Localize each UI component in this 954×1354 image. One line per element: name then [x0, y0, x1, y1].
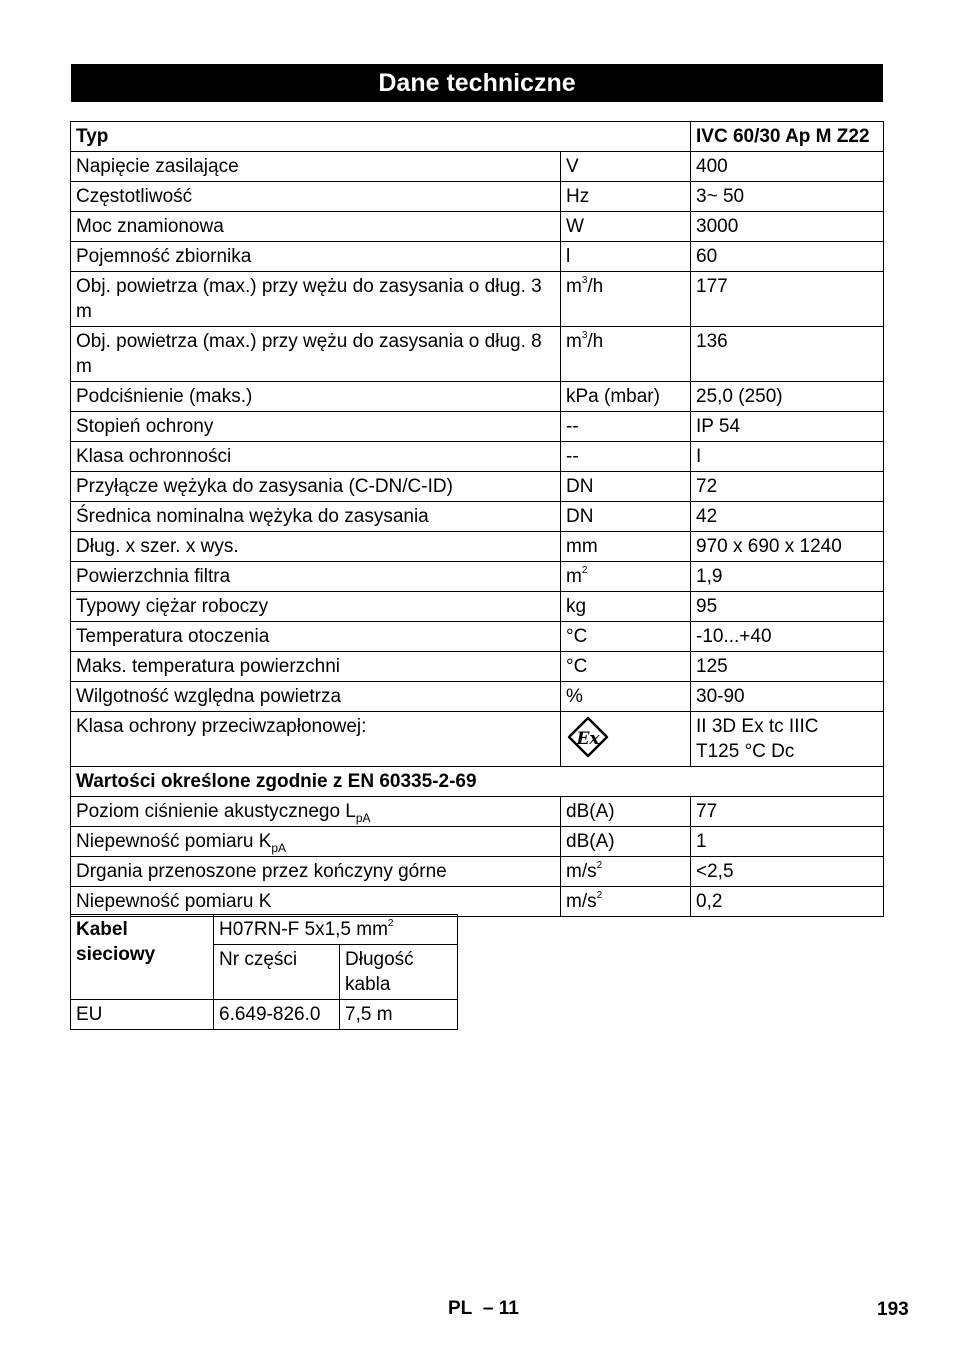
- spec-value: 0,2: [691, 887, 884, 917]
- spec-unit: kg: [561, 592, 691, 622]
- spec-name: Obj. powietrza (max.) przy wężu do zasysania o dług. 8 m: [71, 327, 561, 382]
- table-row: [71, 242, 884, 272]
- cable-header: Kabel sieciowy: [71, 915, 214, 1000]
- table-row: [71, 327, 884, 382]
- table-row: [71, 682, 884, 712]
- spec-name: Podciśnienie (maks.): [71, 382, 561, 412]
- table-row: [71, 562, 884, 592]
- technical-data-table: [70, 121, 884, 917]
- table-row: [71, 532, 884, 562]
- spec-value: 970 x 690 x 1240: [691, 532, 884, 562]
- spec-name: Średnica nominalna wężyka do zasysania: [71, 502, 561, 532]
- model-name: IVC 60/30 Ap M Z22: [691, 122, 884, 152]
- spec-value: 177: [691, 272, 884, 327]
- table-row: [71, 412, 884, 442]
- spec-value: <2,5: [691, 857, 884, 887]
- spec-name: Napięcie zasilające: [71, 152, 561, 182]
- spec-name: Temperatura otoczenia: [71, 622, 561, 652]
- spec-name: Maks. temperatura powierzchni: [71, 652, 561, 682]
- page-title: Dane techniczne: [71, 64, 883, 102]
- spec-value: I: [691, 442, 884, 472]
- table-row: [71, 502, 884, 532]
- spec-name: Dług. x szer. x wys.: [71, 532, 561, 562]
- spec-unit: Hz: [561, 182, 691, 212]
- spec-value: 1: [691, 827, 884, 857]
- spec-name: Obj. powietrza (max.) przy wężu do zasysania o dług. 3 m: [71, 272, 561, 327]
- spec-unit: DN: [561, 472, 691, 502]
- cable-length-header: Długość kabla: [340, 945, 458, 1000]
- table-row: [71, 152, 884, 182]
- spec-name: Klasa ochronności: [71, 442, 561, 472]
- table-row: [71, 442, 884, 472]
- spec-unit: dB(A): [561, 797, 691, 827]
- spec-name: Częstotliwość: [71, 182, 561, 212]
- spec-value: 25,0 (250): [691, 382, 884, 412]
- spec-unit: $m^3/h$: [561, 272, 691, 327]
- spec-value: II 3D Ex tc IIIC T125 °C Dc: [691, 712, 884, 767]
- ex-explosion-protection-icon: [566, 716, 610, 758]
- spec-unit: $m^3/h$: [561, 327, 691, 382]
- table-row: [71, 652, 884, 682]
- table-row: [71, 797, 884, 827]
- spec-unit: W: [561, 212, 691, 242]
- spec-value: 136: [691, 327, 884, 382]
- section-heading-row: [71, 767, 884, 797]
- spec-unit: --: [561, 412, 691, 442]
- table-row: [71, 592, 884, 622]
- table-row: [71, 712, 884, 767]
- spec-unit: V: [561, 152, 691, 182]
- table-row: [71, 827, 884, 857]
- table-row: [71, 212, 884, 242]
- spec-unit: mm: [561, 532, 691, 562]
- spec-name: Poziom ciśnienie akustycznego $L_{pA}$: [71, 797, 561, 827]
- table-row: [71, 182, 884, 212]
- cable-region: EU: [71, 1000, 214, 1030]
- footer-section-label: PL – 11: [448, 1298, 519, 1319]
- power-cable-table: [70, 914, 458, 1030]
- spec-name: Powierzchnia filtra: [71, 562, 561, 592]
- spec-name: Typowy ciężar roboczy: [71, 592, 561, 622]
- section-heading: Wartości określone zgodnie z EN 60335-2-69: [71, 767, 884, 797]
- spec-value: 1,9: [691, 562, 884, 592]
- spec-name: Stopień ochrony: [71, 412, 561, 442]
- table-row: [71, 887, 884, 917]
- spec-value: 400: [691, 152, 884, 182]
- svg-text:Ex: Ex: [576, 729, 600, 749]
- cable-part-number: 6.649-826.0: [214, 1000, 340, 1030]
- spec-name: Klasa ochrony przeciwzapłonowej:: [71, 712, 561, 767]
- spec-value: 42: [691, 502, 884, 532]
- table-row: [71, 382, 884, 412]
- spec-name: Niepewność pomiaru K: [71, 887, 561, 917]
- spec-unit: [561, 712, 691, 767]
- table-row: [71, 857, 884, 887]
- spec-value: 30-90: [691, 682, 884, 712]
- spec-unit: $m/s^2$: [561, 857, 691, 887]
- spec-name: Niepewność pomiaru $K_{pA}$: [71, 827, 561, 857]
- spec-unit: --: [561, 442, 691, 472]
- spec-value: 3000: [691, 212, 884, 242]
- spec-unit: DN: [561, 502, 691, 532]
- spec-value: 95: [691, 592, 884, 622]
- cable-length: 7,5 m: [340, 1000, 458, 1030]
- spec-value: 77: [691, 797, 884, 827]
- spec-value: IP 54: [691, 412, 884, 442]
- cable-part-number-header: Nr części: [214, 945, 340, 1000]
- spec-unit: %: [561, 682, 691, 712]
- table-header-row: [71, 122, 884, 152]
- spec-value: 60: [691, 242, 884, 272]
- spec-unit: °C: [561, 622, 691, 652]
- spec-value: 3~ 50: [691, 182, 884, 212]
- spec-unit: $m/s^2$: [561, 887, 691, 917]
- cable-type: H07RN-F 5x1,5 $mm^2$: [214, 915, 458, 945]
- table-row: [71, 472, 884, 502]
- spec-unit: $m^2$: [561, 562, 691, 592]
- spec-name: Moc znamionowa: [71, 212, 561, 242]
- spec-unit: l: [561, 242, 691, 272]
- page-number: 193: [877, 1299, 909, 1320]
- spec-unit: dB(A): [561, 827, 691, 857]
- spec-unit: kPa (mbar): [561, 382, 691, 412]
- spec-name: Przyłącze wężyka do zasysania (C-DN/C-ID): [71, 472, 561, 502]
- spec-unit: °C: [561, 652, 691, 682]
- spec-name: Drgania przenoszone przez kończyny górne: [71, 857, 561, 887]
- spec-value: 125: [691, 652, 884, 682]
- table-row: [71, 622, 884, 652]
- spec-name: Wilgotność względna powietrza: [71, 682, 561, 712]
- type-label: Typ: [71, 122, 691, 152]
- spec-value: 72: [691, 472, 884, 502]
- spec-value: -10...+40: [691, 622, 884, 652]
- table-row: [71, 272, 884, 327]
- spec-name: Pojemność zbiornika: [71, 242, 561, 272]
